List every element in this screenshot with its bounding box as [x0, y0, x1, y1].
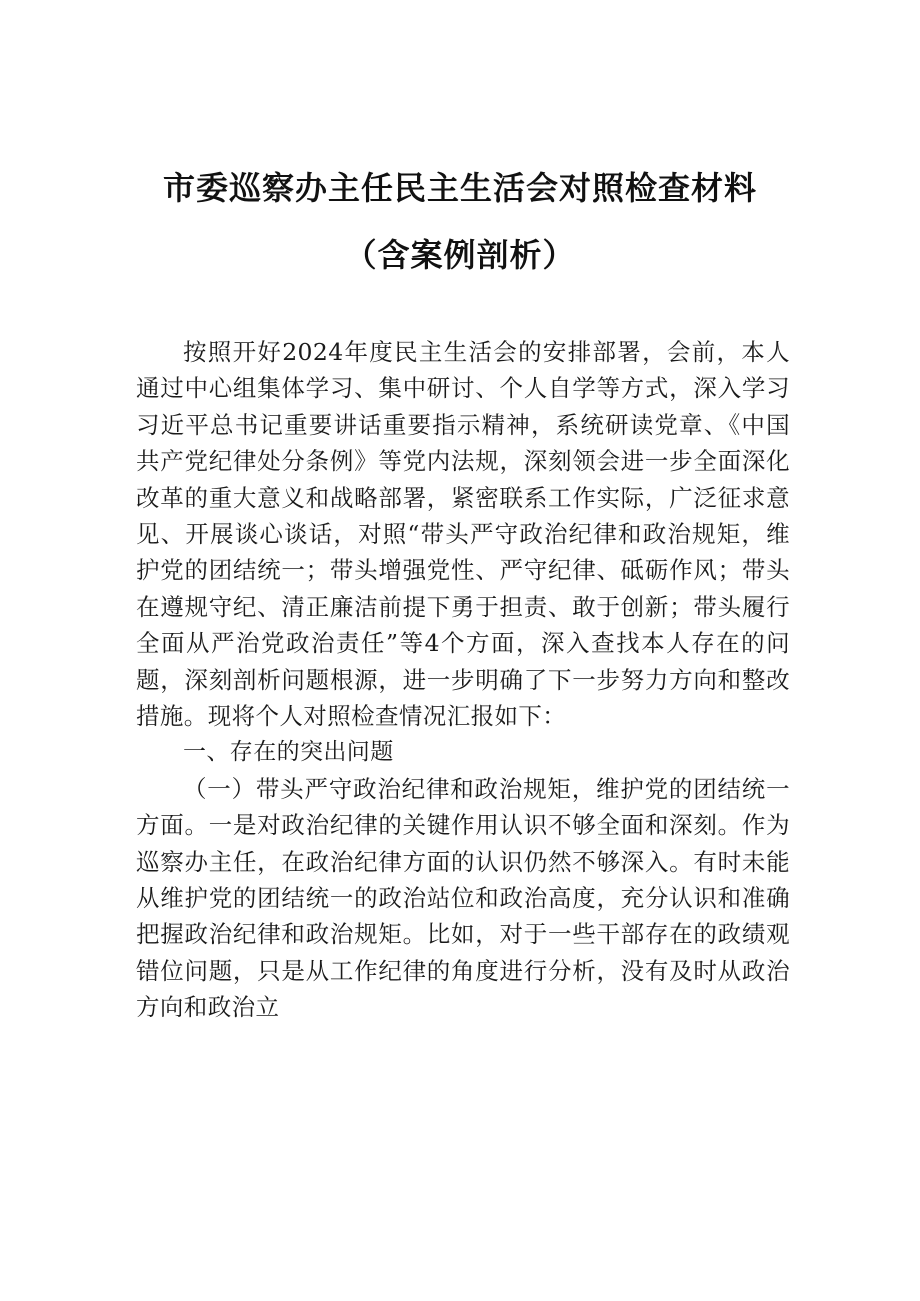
document-body [136, 334, 790, 1026]
section-heading: 一、存在的突出问题 [183, 739, 394, 766]
intro-paragraph: 按照开好2024年度民主生活会的安排部署，会前，本人通过中心组集体学习、集中研讨、个人自学等方式，深入学习习近平总书记重要讲话重要指示精神，系统研读党章、《中国共产党纪律处分条例》等党内法规，深刻领会进一步全面深化改革的重大意义和战略部署，紧密联系工作实际，广泛征求意见、开展谈心谈话，对照“带头严守政治纪律和政治规矩，维护党的团结统一；带头增强党性、严守纪律、砥砺作风；带头在遵规守纪、清正廉洁前提下勇于担责、敢于创新；带头履行全面从严治党政治责任”等4个方面，深入查找本人存在的问题，深刻剖析问题根源，进一步明确了下一步努力方向和整改措施。现将个人对照检查情况汇报如下： [136, 338, 790, 731]
document-title: 市委巡察办主任民主生活会对照检查材料 [162, 169, 757, 207]
document-subtitle: （含案例剖析） [344, 236, 576, 274]
section-paragraph: （一）带头严守政治纪律和政治规矩，维护党的团结统一方面。一是对政治纪律的关键作用认识不够全面和深刻。作为巡察办主任，在政治纪律方面的认识仍然不够深入。有时未能从维护党的团结统一的政治站位和政治高度，充分认识和准确把握政治纪律和政治规矩。比如，对于一些干部存在的政绩观错位问题，只是从工作纪律的角度进行分析，没有及时从政治方向和政治立 [136, 774, 790, 1022]
